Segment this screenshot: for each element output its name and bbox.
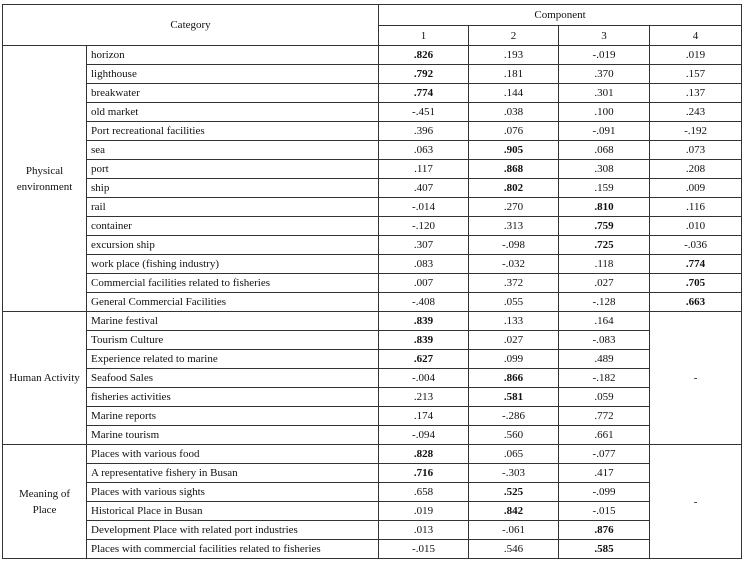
loading-value: -.077 — [559, 445, 650, 464]
loading-value: -.128 — [559, 293, 650, 312]
table-row — [3, 160, 742, 179]
loading-value: -.015 — [559, 502, 650, 521]
loading-value: .301 — [559, 84, 650, 103]
loading-value: .774 — [379, 84, 469, 103]
loading-value: .774 — [650, 255, 742, 274]
item-label: Development Place with related port industries — [87, 521, 379, 540]
category-header: Category — [3, 5, 379, 46]
loading-value: .792 — [379, 65, 469, 84]
loading-value: .208 — [650, 160, 742, 179]
loading-value: .810 — [559, 198, 650, 217]
loading-value: .866 — [469, 369, 559, 388]
loading-value: .063 — [379, 141, 469, 160]
loading-value: -.019 — [559, 46, 650, 65]
loading-value: .581 — [469, 388, 559, 407]
item-label: Tourism Culture — [87, 331, 379, 350]
table-row — [3, 464, 742, 483]
table-row — [3, 274, 742, 293]
loading-value: .009 — [650, 179, 742, 198]
loading-value: .705 — [650, 274, 742, 293]
item-label: Historical Place in Busan — [87, 502, 379, 521]
loading-value: .396 — [379, 122, 469, 141]
loading-value: .100 — [559, 103, 650, 122]
item-label: Places with commercial facilities related to fisheries — [87, 540, 379, 559]
item-label: Seafood Sales — [87, 369, 379, 388]
table-row — [3, 217, 742, 236]
loading-value: .489 — [559, 350, 650, 369]
component-col-1: 1 — [379, 26, 469, 46]
table-row — [3, 65, 742, 84]
loading-value: .013 — [379, 521, 469, 540]
loading-value: .055 — [469, 293, 559, 312]
loading-value: -.083 — [559, 331, 650, 350]
loading-value: -.120 — [379, 217, 469, 236]
loading-value: .083 — [379, 255, 469, 274]
loading-value: -.451 — [379, 103, 469, 122]
item-label: Marine tourism — [87, 426, 379, 445]
loading-value: .065 — [469, 445, 559, 464]
table-row — [3, 502, 742, 521]
loading-value: .842 — [469, 502, 559, 521]
table-row — [3, 388, 742, 407]
loading-value: .658 — [379, 483, 469, 502]
loading-value: .828 — [379, 445, 469, 464]
table-row — [3, 540, 742, 559]
loading-value: .117 — [379, 160, 469, 179]
table-row — [3, 350, 742, 369]
loading-value: .585 — [559, 540, 650, 559]
loading-value: .059 — [559, 388, 650, 407]
not-applicable-cell: - — [650, 312, 742, 445]
table-row — [3, 141, 742, 160]
loading-value: -.094 — [379, 426, 469, 445]
component-col-4: 4 — [650, 26, 742, 46]
table-row — [3, 84, 742, 103]
item-label: Places with various sights — [87, 483, 379, 502]
table-row — [3, 122, 742, 141]
item-label: Port recreational facilities — [87, 122, 379, 141]
loading-value: .270 — [469, 198, 559, 217]
table-row — [3, 521, 742, 540]
loading-value: -.014 — [379, 198, 469, 217]
table-row — [3, 179, 742, 198]
loading-value: .181 — [469, 65, 559, 84]
table-row — [3, 331, 742, 350]
loading-value: .019 — [650, 46, 742, 65]
loading-value: .010 — [650, 217, 742, 236]
table-row — [3, 407, 742, 426]
factor-loading-table — [2, 4, 742, 559]
loading-value: -.182 — [559, 369, 650, 388]
loading-value: .372 — [469, 274, 559, 293]
loading-value: .099 — [469, 350, 559, 369]
loading-value: .144 — [469, 84, 559, 103]
loading-value: .307 — [379, 236, 469, 255]
loading-value: .417 — [559, 464, 650, 483]
loading-value: -.015 — [379, 540, 469, 559]
group-label: Physical environment — [3, 46, 87, 312]
item-label: port — [87, 160, 379, 179]
loading-value: .118 — [559, 255, 650, 274]
loading-value: .068 — [559, 141, 650, 160]
loading-value: .137 — [650, 84, 742, 103]
item-label: Experience related to marine — [87, 350, 379, 369]
loading-value: .019 — [379, 502, 469, 521]
table-row — [3, 46, 742, 65]
loading-value: .073 — [650, 141, 742, 160]
loading-value: .313 — [469, 217, 559, 236]
loading-value: -.091 — [559, 122, 650, 141]
table-row — [3, 103, 742, 122]
loading-value: .370 — [559, 65, 650, 84]
table-row — [3, 236, 742, 255]
loading-value: .560 — [469, 426, 559, 445]
loading-value: .905 — [469, 141, 559, 160]
item-label: sea — [87, 141, 379, 160]
loading-value: .157 — [650, 65, 742, 84]
loading-value: .407 — [379, 179, 469, 198]
loading-value: .308 — [559, 160, 650, 179]
item-label: lighthouse — [87, 65, 379, 84]
loading-value: .027 — [559, 274, 650, 293]
loading-value: .839 — [379, 331, 469, 350]
item-label: A representative fishery in Busan — [87, 464, 379, 483]
item-label: horizon — [87, 46, 379, 65]
table-row — [3, 255, 742, 274]
component-header: Component — [379, 5, 742, 26]
table-body — [3, 46, 742, 559]
table-row — [3, 369, 742, 388]
item-label: work place (fishing industry) — [87, 255, 379, 274]
item-label: excursion ship — [87, 236, 379, 255]
group-label: Human Activity — [3, 312, 87, 445]
loading-value: .007 — [379, 274, 469, 293]
loading-value: .133 — [469, 312, 559, 331]
loading-value: .159 — [559, 179, 650, 198]
item-label: old market — [87, 103, 379, 122]
loading-value: -.061 — [469, 521, 559, 540]
item-label: container — [87, 217, 379, 236]
loading-value: .546 — [469, 540, 559, 559]
table-row — [3, 445, 742, 464]
item-label: rail — [87, 198, 379, 217]
loading-value: .193 — [469, 46, 559, 65]
loading-value: -.099 — [559, 483, 650, 502]
item-label: fisheries activities — [87, 388, 379, 407]
table-row — [3, 312, 742, 331]
loading-value: .116 — [650, 198, 742, 217]
item-label: Marine festival — [87, 312, 379, 331]
table-row — [3, 198, 742, 217]
loading-value: -.036 — [650, 236, 742, 255]
loading-value: .213 — [379, 388, 469, 407]
loading-value: .243 — [650, 103, 742, 122]
loading-value: .772 — [559, 407, 650, 426]
item-label: ship — [87, 179, 379, 198]
loading-value: .802 — [469, 179, 559, 198]
loading-value: -.192 — [650, 122, 742, 141]
item-label: Commercial facilities related to fisheries — [87, 274, 379, 293]
loading-value: .525 — [469, 483, 559, 502]
component-col-3: 3 — [559, 26, 650, 46]
table-row — [3, 293, 742, 312]
loading-value: .164 — [559, 312, 650, 331]
loading-value: .759 — [559, 217, 650, 236]
loading-value: .716 — [379, 464, 469, 483]
table-row — [3, 426, 742, 445]
loading-value: -.032 — [469, 255, 559, 274]
loading-value: .038 — [469, 103, 559, 122]
loading-value: .027 — [469, 331, 559, 350]
item-label: Marine reports — [87, 407, 379, 426]
table-row — [3, 483, 742, 502]
loading-value: .627 — [379, 350, 469, 369]
loading-value: .839 — [379, 312, 469, 331]
loading-value: .663 — [650, 293, 742, 312]
loading-value: .826 — [379, 46, 469, 65]
loading-value: -.286 — [469, 407, 559, 426]
loading-value: .868 — [469, 160, 559, 179]
item-label: breakwater — [87, 84, 379, 103]
loading-value: -.303 — [469, 464, 559, 483]
item-label: General Commercial Facilities — [87, 293, 379, 312]
loading-value: .661 — [559, 426, 650, 445]
loading-value: -.408 — [379, 293, 469, 312]
not-applicable-cell: - — [650, 445, 742, 559]
loading-value: .876 — [559, 521, 650, 540]
group-label: Meaning of Place — [3, 445, 87, 559]
loading-value: .725 — [559, 236, 650, 255]
loading-value: .076 — [469, 122, 559, 141]
loading-value: .174 — [379, 407, 469, 426]
loading-value: -.004 — [379, 369, 469, 388]
loading-value: -.098 — [469, 236, 559, 255]
component-col-2: 2 — [469, 26, 559, 46]
item-label: Places with various food — [87, 445, 379, 464]
